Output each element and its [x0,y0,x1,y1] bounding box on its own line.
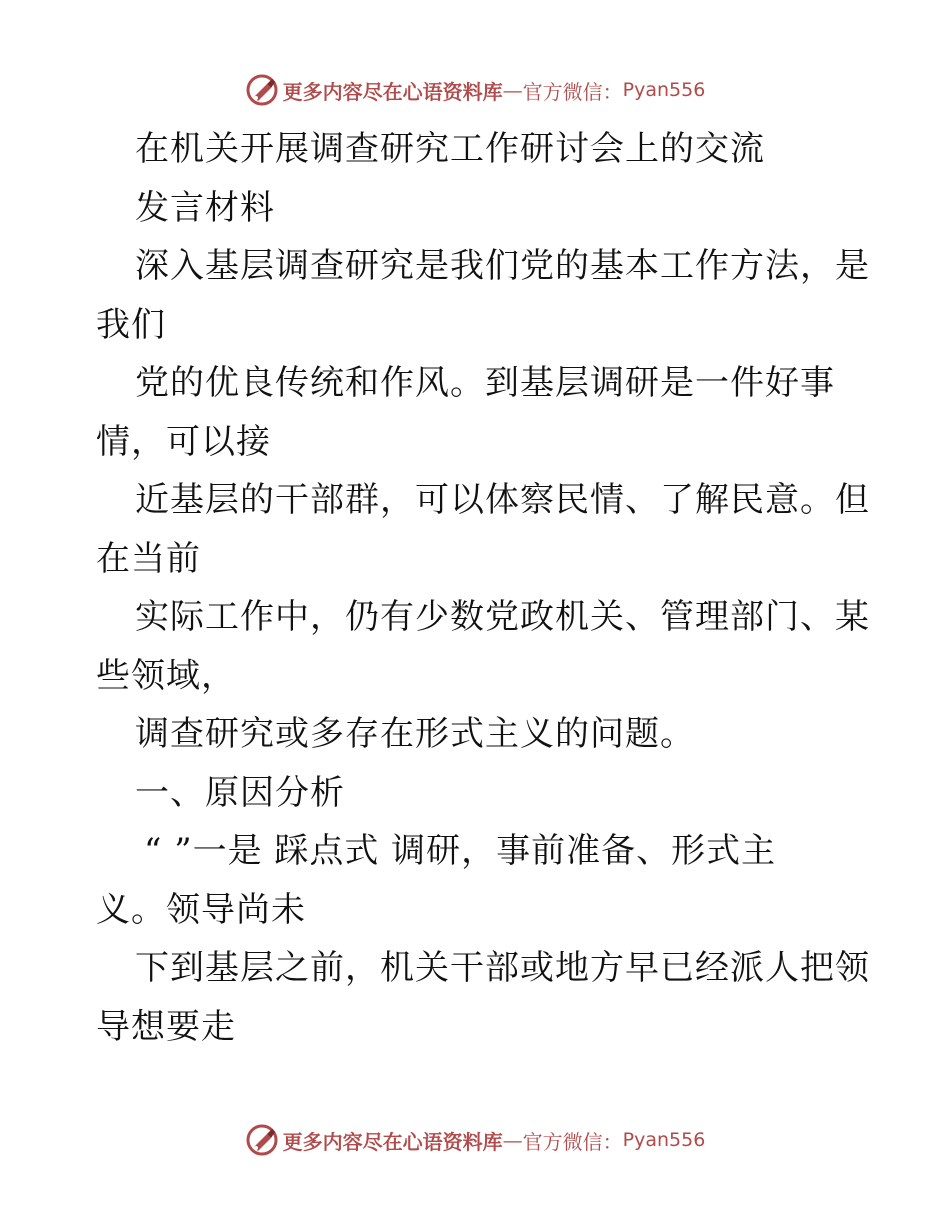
document-body [96,120,870,1056]
title-line-2: 发言材料 [135,187,275,228]
banner-contact-label: 官方微信： [522,1129,623,1154]
paragraph-line: 情，可以接 [96,421,271,462]
paragraph-line: 我们 [96,304,166,345]
paragraph-line: 近基层的干部群，可以体察民情、了解民意。但 [135,480,870,520]
paragraph-line: “ ”一是 踩点式 调研，事前准备、形式主 [144,831,777,871]
pen-nib-logo-icon [245,73,279,107]
paragraph-line: 党的优良传统和作风。到基层调研是一件好事 [135,363,835,403]
banner-contact-id: Pyan556 [622,1129,706,1151]
section-heading: 一、原因分析 [135,772,345,813]
paragraph-line: 调查研究或多存在形式主义的问题。 [135,714,695,754]
banner-slogan: 更多内容尽在心语资料库 [282,79,503,104]
header-banner [0,70,950,110]
paragraph-line: 实际工作中，仍有少数党政机关、管理部门、某 [135,597,870,637]
paragraph-line: 深入基层调查研究是我们党的基本工作方法，是 [135,246,870,286]
banner-slogan: 更多内容尽在心语资料库 [282,1129,503,1154]
paragraph-line: 在当前 [96,538,201,579]
pen-nib-logo-icon [245,1123,279,1157]
banner-dash: — [502,1128,523,1152]
footer-banner [0,1120,950,1160]
banner-dash: — [502,78,523,102]
banner-contact-id: Pyan556 [622,79,706,101]
title-line-1: 在机关开展调查研究工作研讨会上的交流 [135,129,765,169]
paragraph-line: 导想要走 [96,1006,236,1047]
paragraph-line: 下到基层之前，机关干部或地方早已经派人把领 [135,948,870,988]
paragraph-line: 义。领导尚未 [96,889,306,930]
banner-contact-label: 官方微信： [522,79,623,104]
paragraph-line: 些领域， [96,655,236,696]
